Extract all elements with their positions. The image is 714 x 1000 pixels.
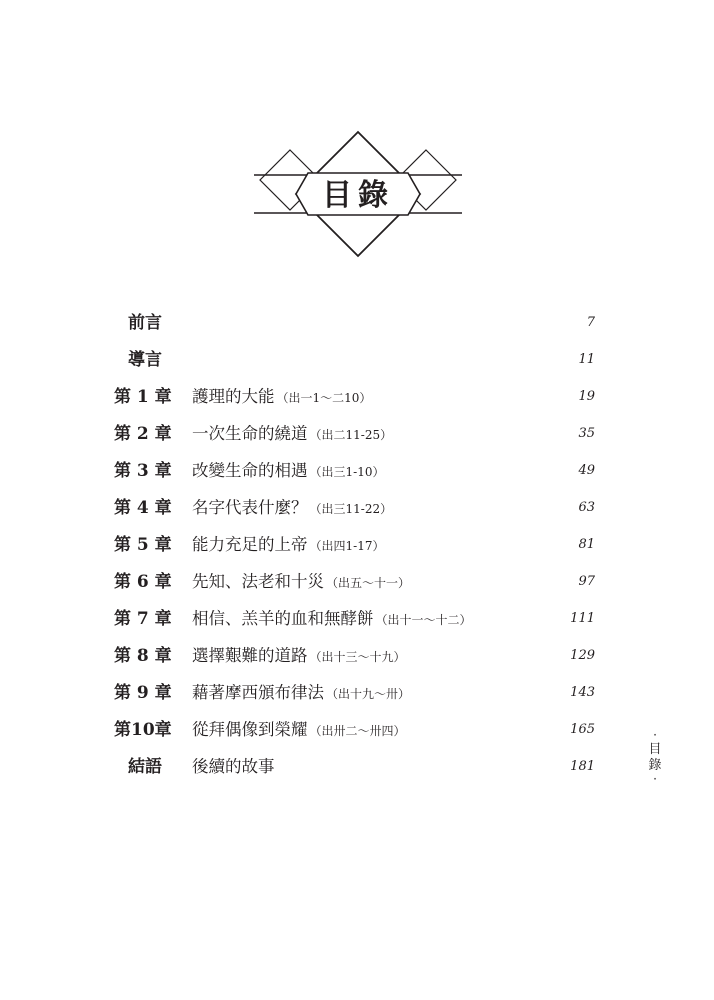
toc-row-chapter-9[interactable] bbox=[0, 678, 714, 708]
toc-scripture-ref: （出卅二～卅四） bbox=[309, 724, 406, 738]
toc-title: 後續的故事 bbox=[192, 757, 275, 776]
toc-row-chapter-7[interactable] bbox=[0, 604, 714, 634]
toc-page-number: 11 bbox=[578, 352, 595, 367]
side-tab-char: 目 bbox=[648, 742, 662, 757]
toc-title: 藉著摩西頒布律法 （出十九～卅） bbox=[192, 683, 411, 702]
toc-label: 結語 bbox=[128, 757, 162, 777]
toc-label: 第 4 章 bbox=[114, 498, 172, 518]
toc-title: 從拜偶像到榮耀 （出卅二～卅四） bbox=[192, 720, 406, 739]
toc-scripture-ref: （出十三～十九） bbox=[309, 650, 406, 664]
toc-title: 改變生命的相遇 （出三1-10） bbox=[192, 461, 385, 480]
toc-page-number: 181 bbox=[570, 759, 595, 774]
toc-row-chapter-3[interactable] bbox=[0, 456, 714, 486]
toc-scripture-ref: （出三1-10） bbox=[309, 465, 385, 479]
toc-page-number: 49 bbox=[578, 463, 595, 478]
toc-row-chapter-10[interactable] bbox=[0, 715, 714, 745]
toc-row-introduction[interactable] bbox=[0, 345, 714, 375]
toc-row-chapter-2[interactable] bbox=[0, 419, 714, 449]
side-tab-dot: · bbox=[653, 728, 657, 742]
toc-label: 第 2 章 bbox=[114, 424, 172, 444]
toc-scripture-ref: （出三11-22） bbox=[309, 502, 393, 516]
toc-title: 選擇艱難的道路 （出十三～十九） bbox=[192, 646, 406, 665]
toc-row-preface[interactable] bbox=[0, 308, 714, 338]
title-ornament bbox=[250, 128, 466, 258]
toc-page-number: 129 bbox=[570, 648, 595, 663]
toc-scripture-ref: （出十九～卅） bbox=[326, 687, 411, 701]
toc-label: 第 9 章 bbox=[114, 683, 172, 703]
toc-label: 第 7 章 bbox=[114, 609, 172, 629]
toc-page-number: 19 bbox=[578, 389, 595, 404]
toc-scripture-ref: （出二11-25） bbox=[309, 428, 393, 442]
toc-row-chapter-1[interactable] bbox=[0, 382, 714, 412]
toc-row-chapter-5[interactable] bbox=[0, 530, 714, 560]
toc-page-number: 143 bbox=[570, 685, 595, 700]
toc-label: 導言 bbox=[128, 350, 162, 370]
toc-page-number: 7 bbox=[586, 315, 595, 330]
toc-scripture-ref: （出一1～二10） bbox=[276, 391, 372, 405]
toc-page-number: 63 bbox=[578, 500, 595, 515]
toc-row-chapter-8[interactable] bbox=[0, 641, 714, 671]
side-section-tab bbox=[645, 730, 665, 786]
toc-page-number: 35 bbox=[578, 426, 595, 441]
toc-title: 能力充足的上帝 （出四1-17） bbox=[192, 535, 385, 554]
toc-page-number: 97 bbox=[578, 574, 595, 589]
toc-page-number: 165 bbox=[570, 722, 595, 737]
toc-page-number: 111 bbox=[570, 611, 595, 626]
toc-label: 第 3 章 bbox=[114, 461, 172, 481]
toc-title: 先知、法老和十災 （出五～十一） bbox=[192, 572, 411, 591]
side-tab-char: 錄 bbox=[648, 758, 662, 773]
toc-title: 一次生命的繞道 （出二11-25） bbox=[192, 424, 393, 443]
side-tab-dot: · bbox=[653, 772, 657, 786]
toc-label: 第 5 章 bbox=[114, 535, 172, 555]
toc-title: 護理的大能 （出一1～二10） bbox=[192, 387, 372, 406]
page-title: 目錄 bbox=[322, 178, 394, 213]
toc-scripture-ref: （出五～十一） bbox=[326, 576, 411, 590]
toc-title: 相信、羔羊的血和無酵餅 （出十一～十二） bbox=[192, 609, 472, 628]
toc-scripture-ref: （出十一～十二） bbox=[375, 613, 472, 627]
toc-label: 前言 bbox=[128, 313, 162, 333]
toc-row-chapter-4[interactable] bbox=[0, 493, 714, 523]
toc-label: 第 6 章 bbox=[114, 572, 172, 592]
toc-label: 第10章 bbox=[114, 720, 172, 740]
toc-scripture-ref: （出四1-17） bbox=[309, 539, 385, 553]
toc-label: 第 1 章 bbox=[114, 387, 172, 407]
toc-row-epilogue[interactable] bbox=[0, 752, 714, 782]
toc-label: 第 8 章 bbox=[114, 646, 172, 666]
toc-page-number: 81 bbox=[578, 537, 595, 552]
toc-title: 名字代表什麼？ （出三11-22） bbox=[192, 498, 393, 517]
toc-row-chapter-6[interactable] bbox=[0, 567, 714, 597]
